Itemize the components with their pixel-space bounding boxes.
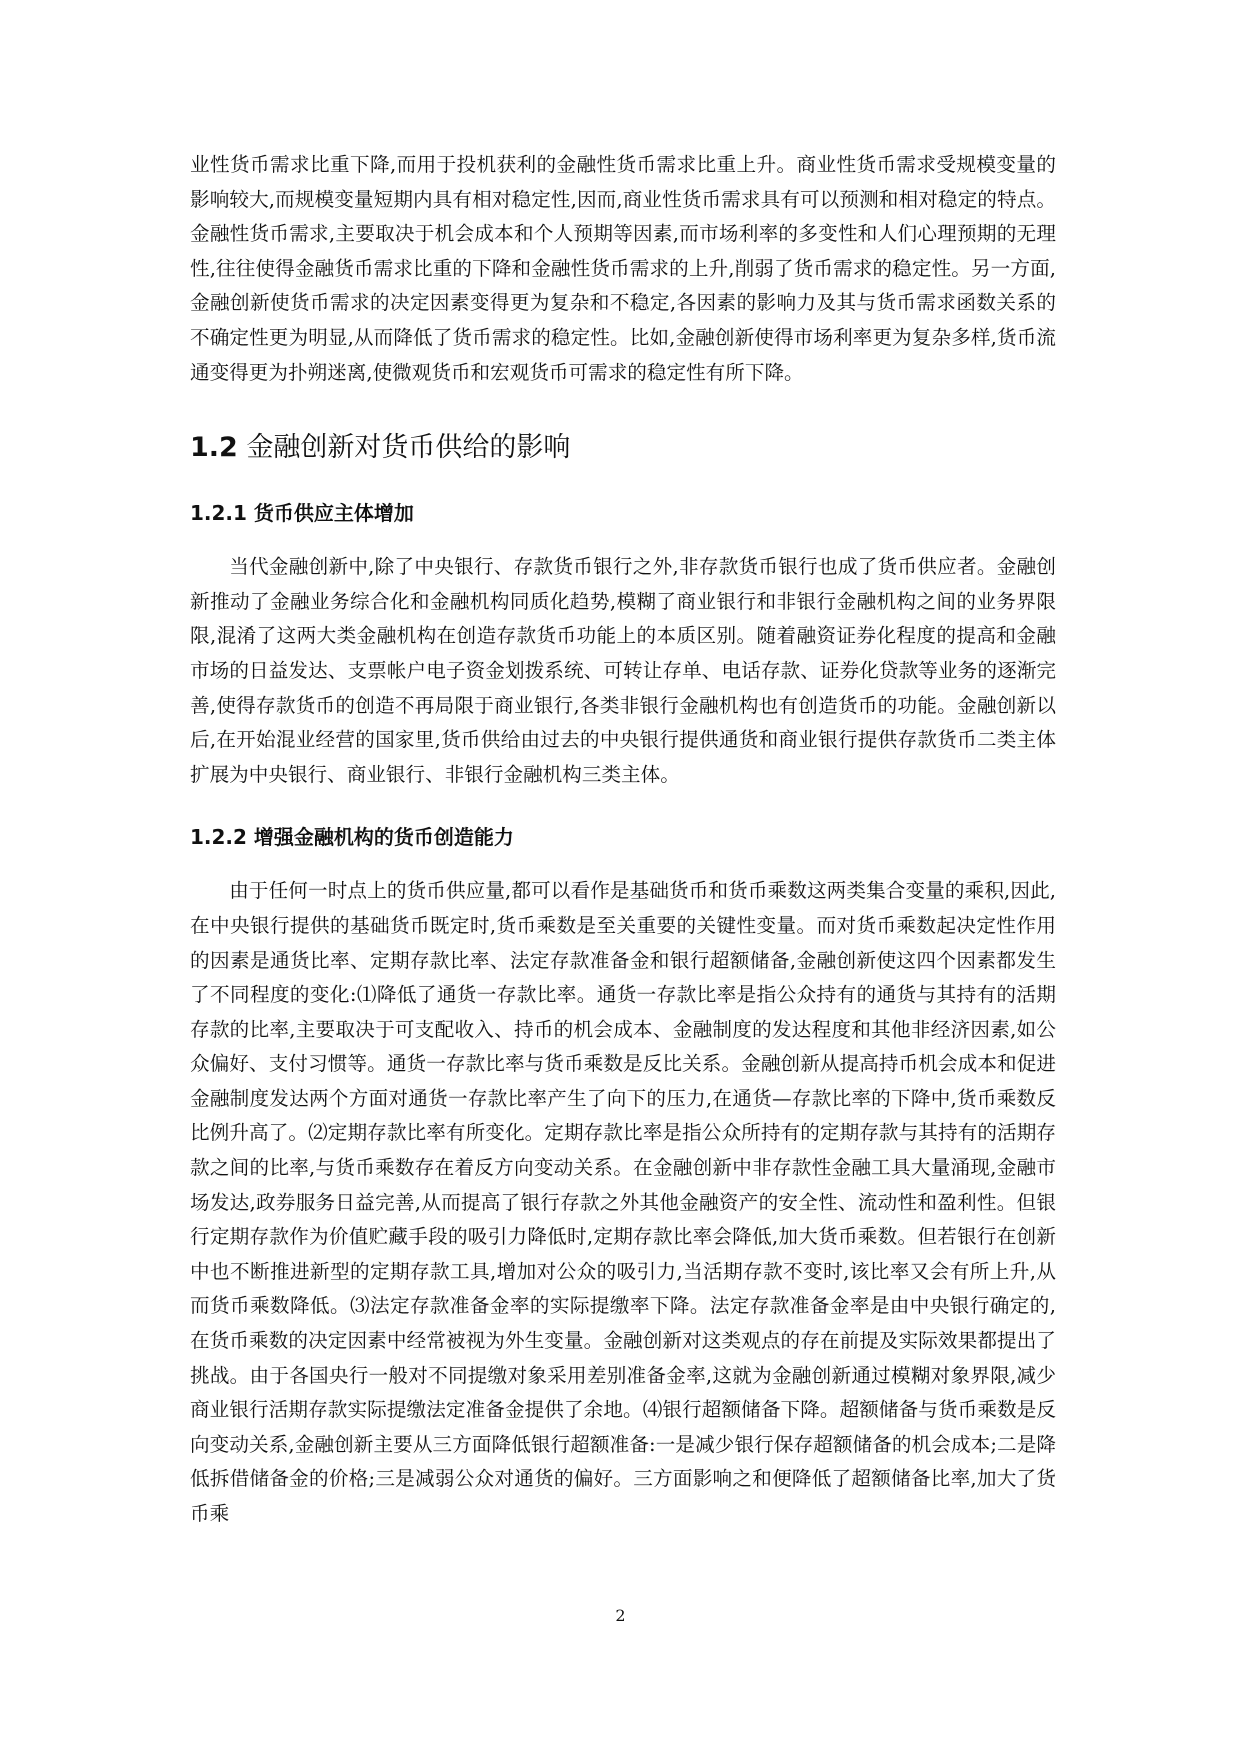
subsection-heading-1: 1.2.1 货币供应主体增加	[190, 501, 414, 526]
subsection-heading-2: 1.2.2 增强金融机构的货币创造能力	[190, 825, 514, 850]
page-number: 2	[615, 1606, 626, 1625]
section-title: 金融创新对货币供给的影响	[246, 432, 571, 464]
section-heading	[190, 428, 1056, 468]
paragraph-money-creation: 由于任何一时点上的货币供应量,都可以看作是基础货币和货币乘数这两类集合变量的乘积,因此,在中央银行提供的基础货币既定时,货币乘数是至关重要的关键性变量。而对货币乘数起决定性作用的因素是通货比率、定期存款比率、法定存款准备金和银行超额储备,金融创新使这四个因素都发生了不同程度的变化:⑴降低了通货一存款比率。通货一存款比率是指公众持有的通货与其持有的活期存款的比率,主要取决于可支配收入、持币的机会成本、金融制度的发达程度和其他非经济因素,如公众偏好、支付习惯等。通货一存款比率与货币乘数是反比关系。金融创新从提高持币机会成本和促进金融制度发达两个方面对通货一存款比率产生了向下的压力,在通货—存款比率的下降中,货币乘数反比例升高了。⑵定期存款比率有所变化。定期存款比率是指公众所持有的定期存款与其持有的活期存款之间的比率,与货币乘数存在着反方向变动关系。在金融创新中非存款性金融工具大量涌现,金融市场发达,政券服务日益完善,从而提高了银行存款之外其他金融资产的安全性、流动性和盈利性。但银行定期存款作为价值贮藏手段的吸引力降低时,定期存款比率会降低,加大货币乘数。但若银行在创新中也不断推进新型的定期存款工具,增加对公众的吸引力,当活期存款不变时,该比率又会有所上升,从而货币乘数降低。⑶法定存款准备金率的实际提缴率下降。法定存款准备金率是由中央银行确定的,在货币乘数的决定因素中经常被视为外生变量。金融创新对这类观点的存在前提及实际效果都提出了挑战。由于各国央行一般对不同提缴对象采用差别准备金率,这就为金融创新通过模糊对象界限,减少商业银行活期存款实际提缴法定准备金提供了余地。⑷银行超额储备下降。超额储备与货币乘数是反向变动关系,金融创新主要从三方面降低银行超额准备:一是减少银行保存超额储备的机会成本;二是降低拆借储备金的价格;三是减弱公众对通货的偏好。三方面影响之和便降低了超额储备比率,加大了货币乘	[190, 879, 1056, 1525]
paragraph-money-supply-subjects: 当代金融创新中,除了中央银行、存款货币银行之外,非存款货币银行也成了货币供应者。金融创新推动了金融业务综合化和金融机构同质化趋势,模糊了商业银行和非银行金融机构之间的业务界限限,混淆了这两大类金融机构在创造存款货币功能上的本质区别。随着融资证券化程度的提高和金融市场的日益发达、支票帐户电子资金划拨系统、可转让存单、电话存款、证券化贷款等业务的逐渐完善,使得存款货币的创造不再局限于商业银行,各类非银行金融机构也有创造货币的功能。金融创新以后,在开始混业经营的国家里,货币供给由过去的中央银行提供通货和商业银行提供存款货币二类主体扩展为中央银行、商业银行、非银行金融机构三类主体。	[190, 555, 1056, 786]
paragraph-continuation: 业性货币需求比重下降,而用于投机获利的金融性货币需求比重上升。商业性货币需求受规模变量的影响较大,而规模变量短期内具有相对稳定性,因而,商业性货币需求具有可以预测和相对稳定的特点。金融性货币需求,主要取决于机会成本和个人预期等因素,而市场利率的多变性和人们心理预期的无理性,往往使得金融货币需求比重的下降和金融性货币需求的上升,削弱了货币需求的稳定性。另一方面,金融创新使货币需求的决定因素变得更为复杂和不稳定,各因素的影响力及其与货币需求函数关系的不确定性更为明显,从而降低了货币需求的稳定性。比如,金融创新使得市场利率更为复杂多样,货币流通变得更为扑朔迷离,使微观货币和宏观货币可需求的稳定性有所下降。	[190, 153, 1056, 384]
page-content	[190, 148, 1056, 1532]
section-number: 1.2	[190, 432, 238, 464]
